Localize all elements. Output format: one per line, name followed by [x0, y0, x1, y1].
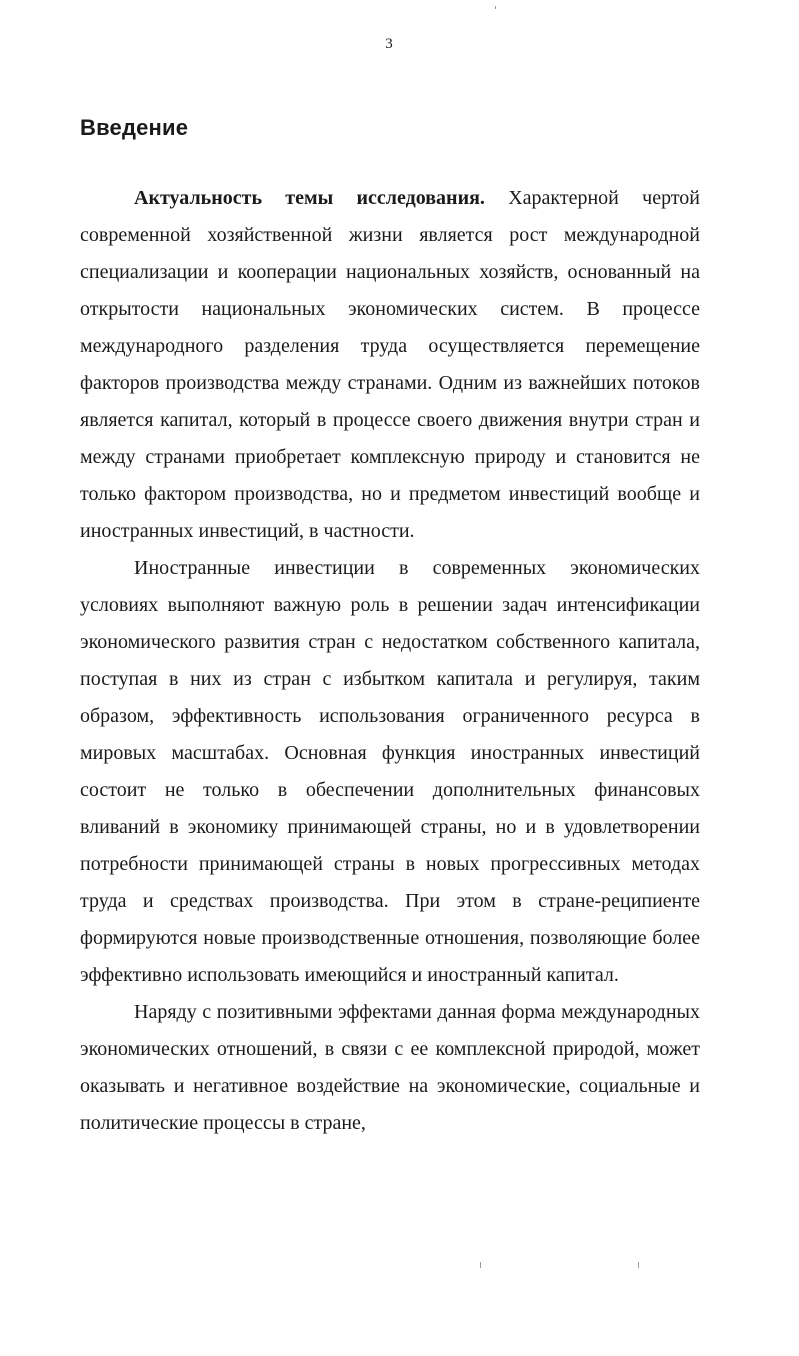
paragraph-2: Иностранные инвестиции в современных экономических условиях выполняют важную роль в решении задач интенсификации экономического развития стран с недостатком собственного капитала, поступая в них из стран с избытком капитала и регулируя, таким образом, эффективность использования ограниченного ресурса в мировых масштабах. Основная функция иностранных инвестиций состоит не только в обеспечении дополнительных финансовых вливаний в экономику принимающей страны, но и в удовлетворении потребности принимающей страны в новых прогрессивных методах труда и средствах производства. При этом в стране-реципиенте формируются новые производственные отношения, позволяющие более эффективно использовать имеющийся и иностранный капитал. [80, 557, 700, 986]
scan-artifact [638, 1262, 639, 1268]
paragraph-1 [80, 180, 700, 550]
body-text [80, 180, 700, 1142]
paragraph-lead: Актуальность темы исследования. [134, 187, 485, 209]
section-heading: Введение [80, 115, 189, 140]
paragraph-text: Характерной чертой современной хозяйственной жизни является рост международной специализации и кооперации национальных хозяйств, основанный на открытости национальных экономических систем. В процессе международного разделения труда осуществляется перемещение факторов производства между странами. Одним из важнейших потоков является капитал, который в процессе своего движения внутри стран и между странами приобретает комплексную природу и становится не только фактором производства, но и предметом инвестиций вообще и иностранных инвестиций, в частности. [80, 187, 700, 542]
scan-artifact [495, 6, 496, 9]
page-number: 3 [385, 36, 393, 52]
scan-artifact [480, 1262, 481, 1268]
paragraph-3: Наряду с позитивными эффектами данная форма международных экономических отношений, в связи с ее комплексной природой, может оказывать и негативное воздействие на экономические, социальные и политические процессы в стране, [80, 1001, 700, 1134]
